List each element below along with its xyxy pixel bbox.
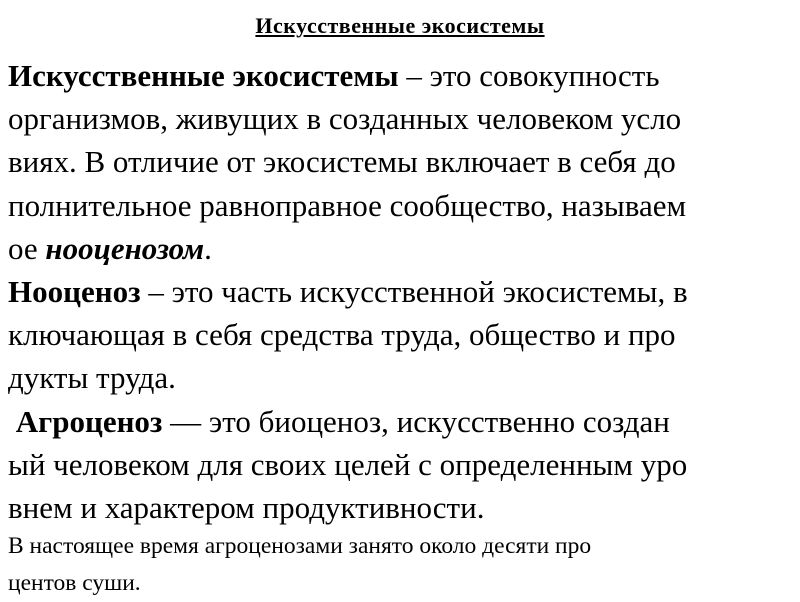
definition-noocenosis-line-2: ключающая в себя средства труда, общество и про [8,317,676,353]
definition-text: . [204,230,212,266]
definition-text: ое [8,230,46,266]
definition-artificial-ecosystems-line-4: полнительное равноправное сообщество, называем [8,187,687,223]
term-agrocenosis: Агроценоз [15,403,163,439]
definition-agrocenosis-line-3: внем и характером продуктивности. [8,490,485,526]
definition-artificial-ecosystems-line-1 [8,54,794,97]
definition-agrocenosis-line-1 [8,400,794,443]
agrocenosis-area-note-line-1: В настоящее время агроценозами занято около десяти про [8,533,592,559]
definition-text: – это совокупность [398,58,660,93]
term-noocenosis: Нооценоз [8,274,141,310]
definition-artificial-ecosystems-line-5 [8,227,794,270]
definition-text: — это биоценоз, искусственно создан [162,403,670,439]
definition-agrocenosis-line-2: ый человеком для своих целей с определенным уро [8,446,688,482]
agrocenosis-area-note-line-2: центов суши. [8,570,141,596]
definition-noocenosis-line-1 [8,270,794,313]
definition-artificial-ecosystems-line-3: виях. В отличие от экосистемы включает в себя до [8,144,676,180]
agrocenosis-area-note [8,528,794,602]
term-artificial-ecosystems: Искусственные экосистемы [8,58,399,93]
term-noocenosis-emphasis: нооценозом [45,230,205,266]
definition-noocenosis-line-3: дукты труда. [8,360,176,396]
page-title: Искусственные экосистемы [255,13,545,38]
definition-artificial-ecosystems-line-2: организмов, живущих в созданных человеком усло [8,101,682,137]
definition-text [8,404,16,439]
definition-text: – это часть искусственной экосистемы, в [140,274,688,310]
slide-body [8,54,794,529]
